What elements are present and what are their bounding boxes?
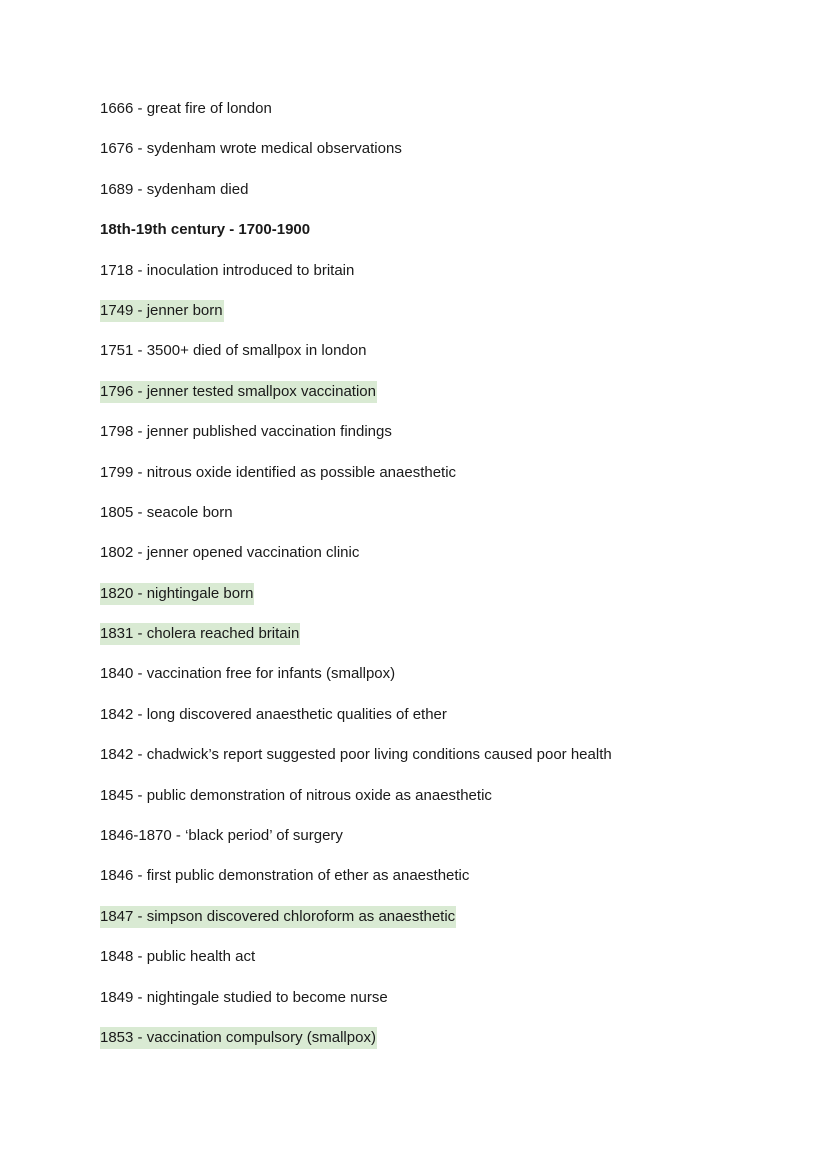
timeline-entry (100, 98, 780, 138)
entry-text: 1846 - first public demonstration of ether as anaesthetic (100, 867, 470, 885)
timeline-document (100, 98, 780, 1067)
entry-text: 1840 - vaccination free for infants (smallpox) (100, 665, 396, 683)
timeline-entry (100, 987, 780, 1027)
entry-text: 1751 - 3500+ died of smallpox in london (100, 342, 367, 360)
entry-text: 1718 - inoculation introduced to britain (100, 261, 355, 279)
timeline-entry (100, 340, 780, 380)
timeline-entry (100, 179, 780, 219)
timeline-entry (100, 744, 780, 784)
timeline-entry (100, 663, 780, 703)
highlighted-entry-text: 1831 - cholera reached britain (100, 623, 300, 645)
timeline-entry (100, 865, 780, 905)
timeline-entry (100, 542, 780, 582)
entry-text: 1798 - jenner published vaccination findings (100, 423, 392, 441)
entry-text: 1846-1870 - ‘black period’ of surgery (100, 827, 343, 845)
highlighted-entry-text: 1820 - nightingale born (100, 583, 254, 605)
heading-text: 18th-19th century - 1700-1900 (100, 221, 311, 239)
entry-text: 1848 - public health act (100, 948, 256, 966)
timeline-entry (100, 583, 780, 623)
entry-text: 1666 - great fire of london (100, 100, 272, 117)
timeline-entry (100, 502, 780, 542)
entry-text: 1842 - long discovered anaesthetic qualities of ether (100, 705, 447, 723)
entry-text: 1845 - public demonstration of nitrous oxide as anaesthetic (100, 786, 492, 804)
timeline-entry (100, 946, 780, 986)
timeline-entry (100, 421, 780, 461)
timeline-entry (100, 462, 780, 502)
timeline-entry (100, 785, 780, 825)
timeline-entry (100, 906, 780, 946)
highlighted-entry-text: 1853 - vaccination compulsory (smallpox) (100, 1027, 377, 1049)
entry-text: 1689 - sydenham died (100, 180, 249, 198)
entry-text: 1842 - chadwick’s report suggested poor living conditions caused poor health (100, 746, 612, 764)
highlighted-entry-text: 1796 - jenner tested smallpox vaccination (100, 381, 377, 403)
timeline-entry (100, 381, 780, 421)
timeline-entry (100, 623, 780, 663)
timeline-entry (100, 1027, 780, 1067)
entry-text: 1802 - jenner opened vaccination clinic (100, 544, 360, 562)
timeline-entry (100, 138, 780, 178)
entry-text: 1676 - sydenham wrote medical observations (100, 140, 402, 158)
timeline-entry (100, 704, 780, 744)
section-heading (100, 219, 780, 259)
entry-text: 1805 - seacole born (100, 503, 233, 521)
timeline-entry (100, 260, 780, 300)
entry-text: 1799 - nitrous oxide identified as possible anaesthetic (100, 463, 457, 481)
entry-text: 1849 - nightingale studied to become nurse (100, 988, 388, 1006)
timeline-entry (100, 825, 780, 865)
timeline-entry (100, 300, 780, 340)
highlighted-entry-text: 1847 - simpson discovered chloroform as anaesthetic (100, 906, 456, 928)
highlighted-entry-text: 1749 - jenner born (100, 300, 224, 322)
